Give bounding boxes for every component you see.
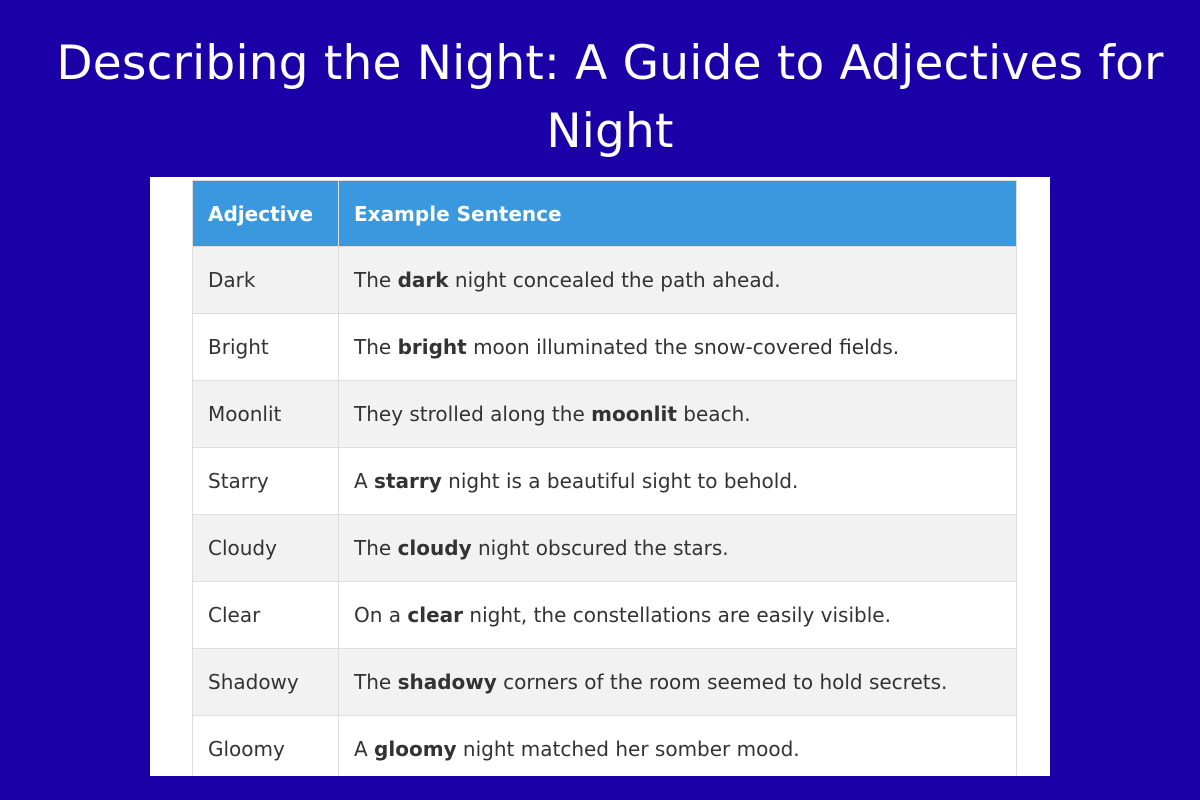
example-cell [339,649,1017,716]
highlighted-adjective: starry [374,469,442,493]
header-example-sentence: Example Sentence [339,181,1017,247]
sentence-text: corners of the room seemed to hold secrets. [496,670,948,694]
sentence-text: The [354,536,398,560]
sentence-text: night is a beautiful sight to behold. [441,469,799,493]
table-row [193,247,1017,314]
table-row [193,515,1017,582]
adjective-cell: Cloudy [193,515,339,582]
highlighted-adjective: cloudy [397,536,472,560]
sentence-text: A [354,737,375,761]
highlighted-adjective: bright [397,335,467,359]
example-cell [339,448,1017,515]
adjective-cell: Bright [193,314,339,381]
header-adjective: Adjective [193,181,339,247]
example-cell [339,716,1017,777]
sentence-text: A [354,469,375,493]
table-row [193,314,1017,381]
sentence-text: beach. [676,402,751,426]
adjective-cell: Shadowy [193,649,339,716]
table-card [150,177,1050,776]
example-cell [339,247,1017,314]
table-row [193,381,1017,448]
table-row [193,582,1017,649]
table-row [193,448,1017,515]
sentence-text: night matched her somber mood. [456,737,800,761]
sentence-text: night concealed the path ahead. [448,268,781,292]
highlighted-adjective: clear [407,603,464,627]
adjective-cell: Starry [193,448,339,515]
highlighted-adjective: moonlit [591,402,677,426]
table-header-row [193,181,1017,247]
example-cell [339,314,1017,381]
example-cell [339,515,1017,582]
sentence-text: On a [354,603,408,627]
adjectives-table [192,180,1017,776]
table-row [193,716,1017,777]
sentence-text: The [354,670,398,694]
adjective-cell: Clear [193,582,339,649]
adjective-cell: Moonlit [193,381,339,448]
example-cell [339,582,1017,649]
highlighted-adjective: gloomy [374,737,457,761]
highlighted-adjective: shadowy [397,670,497,694]
highlighted-adjective: dark [397,268,449,292]
table-row [193,649,1017,716]
example-cell [339,381,1017,448]
sentence-text: night obscured the stars. [471,536,729,560]
sentence-text: The [354,335,398,359]
sentence-text: moon illuminated the snow-covered fields. [466,335,900,359]
adjective-cell: Dark [193,247,339,314]
sentence-text: They strolled along the [354,402,592,426]
sentence-text: The [354,268,398,292]
adjective-cell: Gloomy [193,716,339,777]
sentence-text: night, the constellations are easily visible. [463,603,891,627]
page-title: Describing the Night: A Guide to Adjectives for Night [56,36,1164,159]
